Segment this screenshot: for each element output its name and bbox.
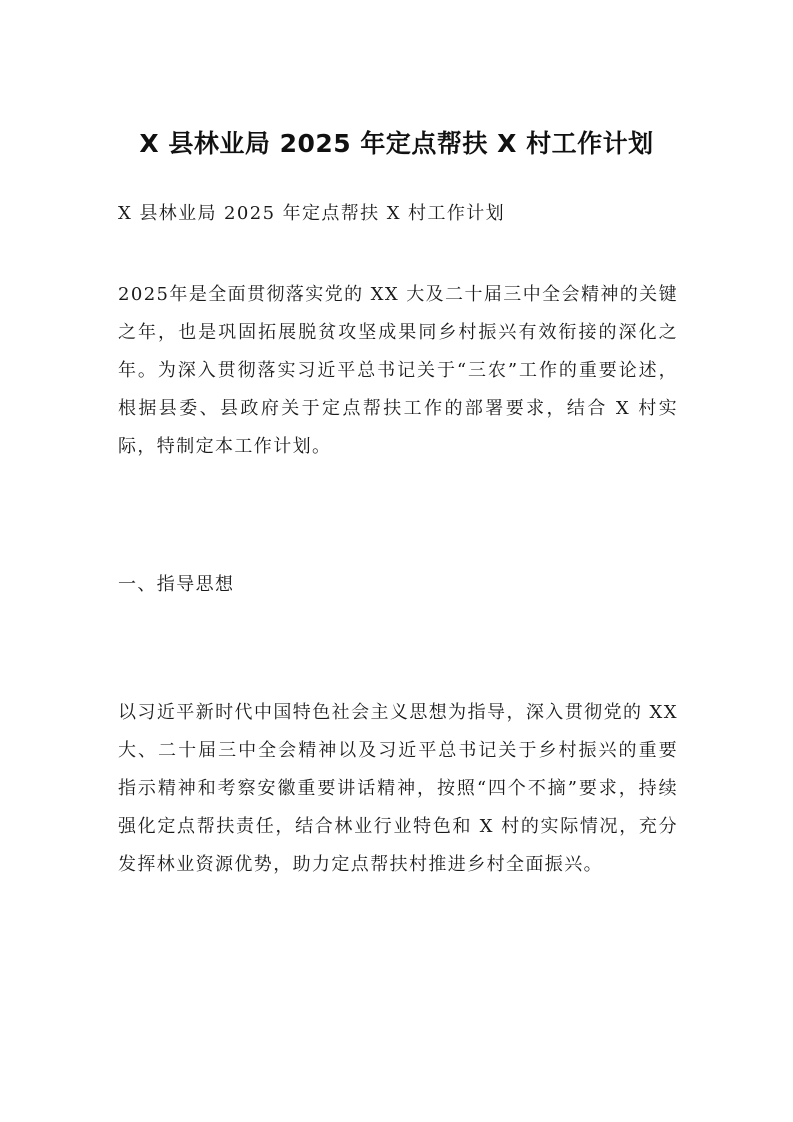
section-heading-guiding-ideology: 一、指导思想 xyxy=(118,574,235,595)
section-body-guiding-ideology: 以习近平新时代中国特色社会主义思想为指导，深入贯彻党的 XX 大、二十届三中全会精神以及习近平总书记关于乡村振兴的重要指示精神和考察安徽重要讲话精神，按照“四个不摘”要求，持续强化定点帮扶责任，结合林业行业特色和 X 村的实际情况，充分发挥林业资源优势，助力定点帮扶村推进乡村全面振兴。 xyxy=(118,702,678,875)
document-title: X 县林业局 2025 年定点帮扶 X 村工作计划 xyxy=(139,129,654,158)
intro-paragraph: 2025年是全面贯彻落实党的 XX 大及二十届三中全会精神的关键之年，也是巩固拓展脱贫攻坚成果同乡村振兴有效衔接的深化之年。为深入贯彻落实习近平总书记关于“三农”工作的重要论述，根据县委、县政府关于定点帮扶工作的部署要求，结合 X 村实际，特制定本工作计划。 xyxy=(118,284,678,457)
document-subtitle: X 县林业局 2025 年定点帮扶 X 村工作计划 xyxy=(118,203,506,224)
